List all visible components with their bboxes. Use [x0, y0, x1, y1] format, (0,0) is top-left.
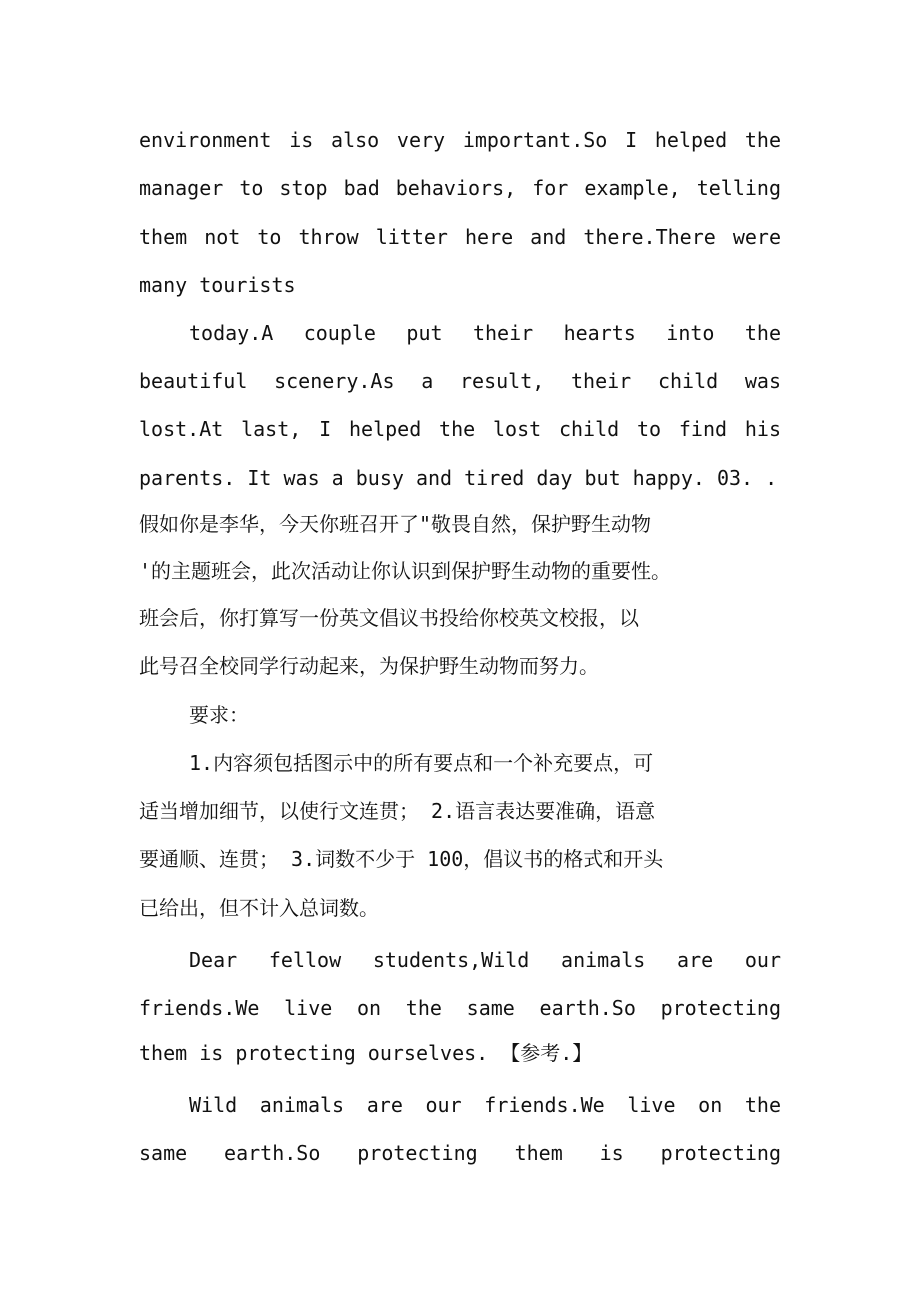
- text-line-14: 1.内容须包括图示中的所有要点和一个补充要点，可: [189, 751, 654, 775]
- text-line-22: same earth.So protecting them is protecting: [139, 1141, 781, 1165]
- text-line-15: 适当增加细节，以使行文连贯； 2.语言表达要准确，语意: [139, 799, 656, 823]
- text-line-20: them is protecting ourselves. 【参考.】: [139, 1041, 593, 1065]
- text-line-4: many tourists: [139, 273, 296, 297]
- text-line-8: parents. It was a busy and tired day but happy. 03. .: [139, 466, 778, 490]
- text-line-11: 班会后，你打算写一份英文倡议书投给你校英文校报，以: [139, 606, 639, 630]
- text-line-7: lost.At last, I helped the lost child to find his: [139, 417, 781, 441]
- text-line-19: friends.We live on the same earth.So protecting: [139, 996, 781, 1020]
- text-line-9: 假如你是李华，今天你班召开了"敬畏自然，保护野生动物: [139, 512, 652, 536]
- text-line-1: environment is also very important.So I helped the: [139, 128, 781, 152]
- text-line-17: 已给出，但不计入总词数。: [139, 896, 379, 920]
- text-line-18: Dear fellow students,Wild animals are our: [189, 948, 781, 972]
- text-line-21: Wild animals are our friends.We live on the: [189, 1093, 781, 1117]
- text-line-3: them not to throw litter here and there.There were: [139, 225, 781, 249]
- text-line-13: 要求：: [189, 703, 249, 727]
- text-line-2: manager to stop bad behaviors, for example, telling: [139, 176, 781, 200]
- text-line-16: 要通顺、连贯； 3.词数不少于 100，倡议书的格式和开头: [139, 847, 664, 871]
- text-line-10: '的主题班会，此次活动让你认识到保护野生动物的重要性。: [139, 559, 672, 583]
- text-line-12: 此号召全校同学行动起来，为保护野生动物而努力。: [139, 654, 599, 678]
- text-line-5: today.A couple put their hearts into the: [189, 321, 781, 345]
- text-line-6: beautiful scenery.As a result, their child was: [139, 369, 781, 393]
